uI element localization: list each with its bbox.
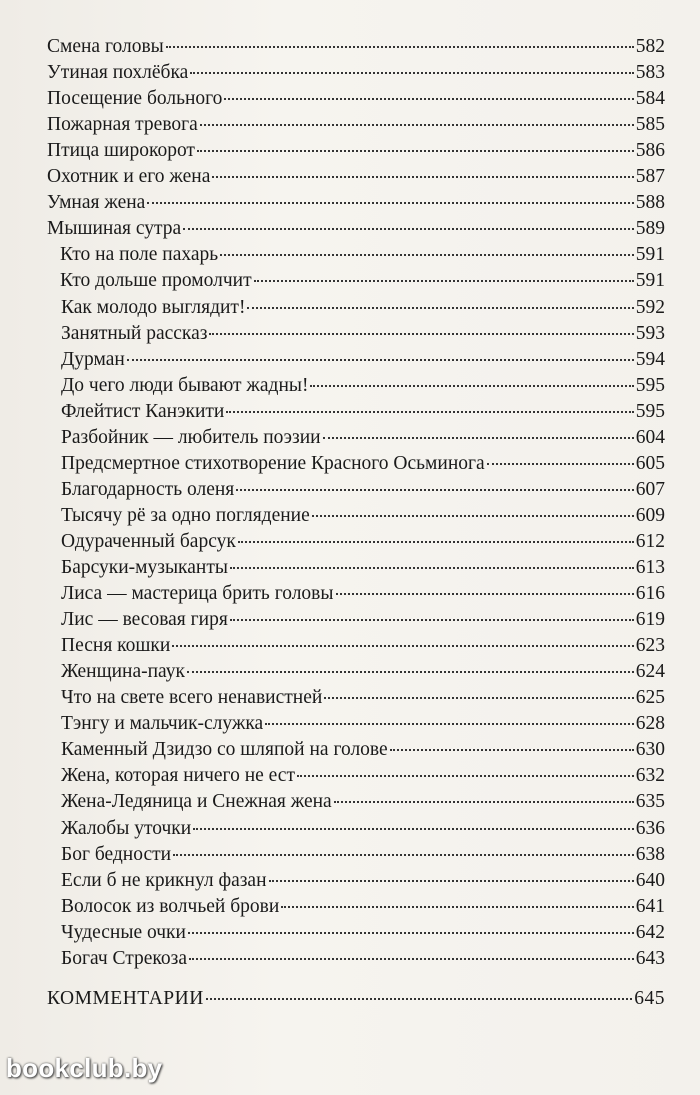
- toc-entry[interactable]: [61, 633, 665, 659]
- dot-leader: [220, 254, 634, 256]
- toc-entry[interactable]: [61, 737, 665, 763]
- toc-entry-title: Дурман: [61, 348, 125, 370]
- toc-entry-title: Умная жена: [47, 192, 146, 214]
- toc-entry-page: 583: [635, 62, 665, 84]
- toc-entry-page: 625: [635, 687, 665, 709]
- toc-entry-title: Охотник и его жена: [47, 166, 211, 188]
- toc-entry-title: Волосок из волчьей брови: [61, 895, 280, 917]
- toc-entry[interactable]: [61, 607, 665, 633]
- dot-leader: [236, 489, 633, 491]
- toc-entry-page: 619: [635, 609, 665, 631]
- toc-entry[interactable]: [61, 425, 665, 451]
- toc-entry-title: Песня кошки: [61, 635, 171, 657]
- toc-entry-page: 641: [635, 895, 665, 917]
- toc-entry[interactable]: [60, 242, 665, 268]
- dot-leader: [281, 906, 633, 908]
- toc-entry-page: 623: [635, 635, 665, 657]
- toc-entry-title: Чудесные очки: [61, 921, 186, 943]
- toc-entry-title: Кто на поле пахарь: [60, 244, 219, 266]
- dot-leader: [297, 775, 634, 777]
- toc-entry-title: Мышиная сутра: [47, 218, 182, 240]
- commentary-page: 645: [634, 987, 665, 1009]
- toc-entry-page: 642: [635, 921, 665, 943]
- toc-entry[interactable]: [61, 295, 665, 321]
- toc-entry-title: Разбойник — любитель поэзии: [61, 426, 321, 448]
- toc-entry-title: Если б не крикнул фазан: [61, 869, 267, 891]
- dot-leader: [336, 593, 634, 595]
- toc-entry[interactable]: [61, 399, 665, 425]
- toc-entry[interactable]: [61, 685, 665, 711]
- toc-entry-title: До чего люди бывают жадны!: [61, 374, 309, 396]
- toc-entry[interactable]: [47, 60, 665, 86]
- toc-entry-title: Жалобы уточки: [61, 817, 192, 839]
- toc-entry-title: Барсуки-музыканты: [61, 557, 228, 578]
- toc-entry-title: Флейтист Канэкити: [61, 400, 225, 422]
- toc-entry[interactable]: [61, 763, 665, 789]
- dot-leader: [193, 828, 634, 830]
- toc-entry-title: Птица широкорот: [47, 140, 195, 162]
- toc-entry-page: 630: [635, 739, 665, 761]
- toc-entry[interactable]: [61, 868, 665, 894]
- dot-leader: [247, 307, 633, 309]
- toc-entry-page: 593: [635, 322, 665, 344]
- toc-entry-title: Утиная похлёбка: [47, 62, 189, 84]
- toc-entry-title: Смена головы: [47, 36, 164, 57]
- dot-leader: [310, 385, 633, 387]
- toc-entry[interactable]: [47, 86, 665, 112]
- dot-leader: [238, 541, 634, 543]
- dot-leader: [190, 72, 633, 74]
- toc-entry-page: 635: [635, 791, 665, 813]
- toc-entry-page: 636: [635, 817, 665, 839]
- toc-entry-title: Лиса — мастерица брить головы: [61, 583, 334, 605]
- toc-entry[interactable]: [61, 555, 665, 581]
- toc-entry[interactable]: [47, 164, 665, 190]
- toc-entry-page: 612: [635, 530, 665, 552]
- toc-entry[interactable]: [61, 711, 665, 737]
- toc-entry-title: Жена-Ледяница и Снежная жена: [61, 791, 332, 813]
- toc-entry[interactable]: [61, 347, 665, 373]
- toc-entry-page: 628: [635, 713, 665, 735]
- toc-entry[interactable]: [61, 920, 665, 946]
- toc-entry[interactable]: [61, 321, 665, 347]
- commentary-title: КОММЕНТАРИИ: [47, 987, 204, 1009]
- toc-entry-page: 585: [635, 114, 665, 136]
- toc-entry-title: Женщина-паук: [61, 661, 185, 683]
- toc-entry-title: Каменный Дзидзо со шляпой на голове: [61, 739, 388, 761]
- dot-leader: [487, 463, 634, 465]
- toc-entry-title: Пожарная тревога: [47, 114, 198, 136]
- toc-entry-page: 588: [635, 192, 665, 214]
- toc-entry[interactable]: [60, 268, 665, 294]
- toc-entry-page: 607: [635, 478, 665, 500]
- toc-entry-title: Занятный рассказ: [61, 322, 208, 344]
- toc-entry-page: 591: [635, 244, 665, 266]
- toc-entry-title: Предсмертное стихотворение Красного Осьминога: [61, 452, 485, 474]
- toc-entry-title: Посещение больного: [47, 88, 223, 110]
- toc-entry-title: Бог бедности: [61, 843, 172, 865]
- toc-entry-page: 632: [635, 765, 665, 787]
- dot-leader: [212, 176, 633, 178]
- toc-entry-title: Лис — весовая гиря: [61, 609, 228, 631]
- toc-entry[interactable]: [61, 529, 665, 555]
- toc-entry-commentary[interactable]: [47, 986, 665, 1012]
- toc-entry-page: 609: [635, 504, 665, 526]
- dot-leader: [334, 801, 634, 803]
- toc-entry-page: 582: [635, 36, 665, 57]
- toc-entry[interactable]: [61, 503, 665, 529]
- dot-leader: [166, 46, 634, 48]
- toc-entry[interactable]: [61, 451, 665, 477]
- dot-leader: [188, 932, 634, 934]
- dot-leader: [147, 202, 633, 204]
- toc-entry[interactable]: [61, 946, 665, 972]
- toc-entry-title: Жена, которая ничего не ест: [61, 765, 295, 787]
- toc-entry-page: 591: [635, 270, 665, 292]
- watermark: bookclub.by: [6, 1053, 163, 1083]
- toc-entry-page: 595: [635, 374, 665, 396]
- toc-entry-page: 616: [635, 583, 665, 605]
- toc-entry-title: Как молодо выглядит!: [61, 296, 246, 318]
- toc-entry[interactable]: [47, 138, 665, 164]
- dot-leader: [230, 567, 634, 569]
- toc-entry-title: Одураченный барсук: [61, 530, 236, 552]
- toc-entry-page: 592: [635, 296, 665, 318]
- toc-entry[interactable]: [61, 842, 665, 868]
- toc-entry-page: 604: [635, 426, 665, 448]
- toc-entry-title: Кто дольше промолчит: [60, 270, 252, 292]
- toc-entry-title: Благодарность оленя: [61, 478, 235, 500]
- toc-entry[interactable]: [61, 477, 665, 503]
- dot-leader: [254, 280, 634, 282]
- toc-entry-title: Тысячу рё за одно поглядение: [61, 504, 310, 526]
- toc-entry-page: 640: [635, 869, 665, 891]
- toc-entry[interactable]: [61, 789, 665, 815]
- toc-entry[interactable]: [61, 581, 665, 607]
- toc-entry[interactable]: [61, 894, 665, 920]
- dot-leader: [206, 998, 632, 1000]
- toc-entry[interactable]: [47, 34, 665, 60]
- toc-entry-page: 584: [635, 88, 665, 110]
- dot-leader: [189, 958, 634, 960]
- toc-entry-page: 595: [635, 400, 665, 422]
- dot-leader: [265, 723, 634, 725]
- dot-leader: [324, 697, 633, 699]
- dot-leader: [200, 124, 634, 126]
- dot-leader: [230, 619, 634, 621]
- toc-entry[interactable]: [47, 112, 665, 138]
- toc-entry[interactable]: [61, 816, 665, 842]
- dot-leader: [323, 437, 634, 439]
- dot-leader: [127, 359, 634, 361]
- toc-entry-page: 605: [635, 452, 665, 474]
- dot-leader: [187, 671, 634, 673]
- dot-leader: [226, 411, 633, 413]
- toc-entry-title: Тэнгу и мальчик-служка: [61, 713, 264, 735]
- toc-entry[interactable]: [47, 190, 665, 216]
- toc-entry[interactable]: [47, 216, 665, 242]
- toc-entry-page: 589: [635, 218, 665, 240]
- dot-leader: [390, 749, 634, 751]
- toc-entry-page: 643: [635, 947, 665, 969]
- toc-entry[interactable]: [61, 373, 665, 399]
- toc-entry-page: 594: [635, 348, 665, 370]
- toc-entry-page: 587: [635, 166, 665, 188]
- toc-entry-page: 624: [635, 661, 665, 683]
- toc-entry[interactable]: [61, 659, 665, 685]
- toc-entry-page: 638: [635, 843, 665, 865]
- toc-entry-page: 613: [635, 557, 665, 578]
- toc-entry-title: Богач Стрекоза: [61, 947, 188, 969]
- dot-leader: [224, 98, 633, 100]
- dot-leader: [209, 333, 633, 335]
- toc-entry-title: Что на свете всего ненавистней: [61, 687, 323, 709]
- toc-entry-page: 586: [635, 140, 665, 162]
- dot-leader: [269, 880, 634, 882]
- dot-leader: [197, 150, 634, 152]
- dot-leader: [173, 854, 634, 856]
- dot-leader: [172, 645, 633, 647]
- dot-leader: [312, 515, 634, 517]
- dot-leader: [183, 228, 634, 230]
